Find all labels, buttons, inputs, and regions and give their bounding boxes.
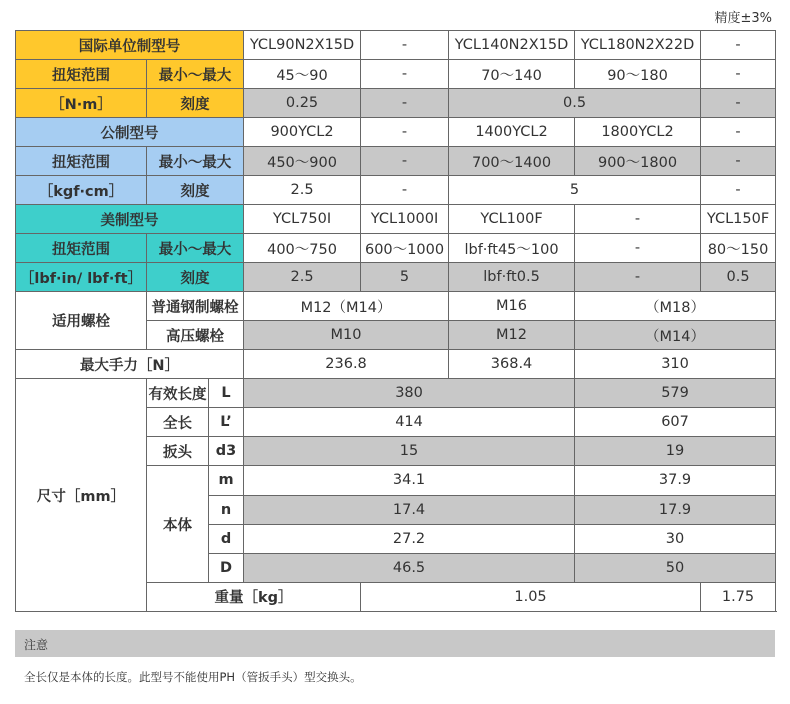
si-title: 国际单位制型号 bbox=[16, 31, 244, 60]
max-force-row bbox=[16, 350, 776, 379]
si-scale: - bbox=[701, 89, 776, 118]
max-force-label: 最大手力［N］ bbox=[16, 350, 244, 379]
imp-torque-label: 扭矩范围 bbox=[16, 234, 147, 263]
kgf-scale: 5 bbox=[449, 176, 701, 205]
head-symbol: d3 bbox=[209, 437, 244, 466]
imp-minmax: 400～750 bbox=[244, 234, 361, 263]
total-length-label: 全长 bbox=[147, 408, 209, 437]
si-scale-label: 刻度 bbox=[147, 89, 244, 118]
weight-label: 重量［kg］ bbox=[147, 582, 361, 611]
kgf-scale: - bbox=[701, 176, 776, 205]
si-model-row bbox=[16, 31, 776, 60]
si-scale: 0.5 bbox=[449, 89, 701, 118]
dimensions-label: 尺寸［mm］ bbox=[16, 379, 147, 611]
imp-scale-label: 刻度 bbox=[147, 263, 244, 292]
bolts-label: 适用螺栓 bbox=[16, 292, 147, 350]
note-text: 全长仅是本体的长度。此型号不能使用PH（管扳手头）型交换头。 bbox=[24, 670, 362, 684]
kgf-minmax: 450～900 bbox=[244, 147, 361, 176]
kgf-scale: 2.5 bbox=[244, 176, 361, 205]
imp-scale: 5 bbox=[361, 263, 449, 292]
accuracy-note: 精度±3% bbox=[714, 11, 772, 26]
d-value: 27.2 bbox=[244, 524, 575, 553]
kgf-minmax: 900～1800 bbox=[575, 147, 701, 176]
imp-unit: ［lbf·in/ lbf·ft］ bbox=[16, 263, 147, 292]
bolts-normal: （M18） bbox=[575, 292, 776, 321]
si-minmax-row bbox=[16, 60, 776, 89]
kgf-minmax: - bbox=[361, 147, 449, 176]
imp-model: YCL1000I bbox=[361, 205, 449, 234]
imp-minmax: 600～1000 bbox=[361, 234, 449, 263]
imp-scale: 2.5 bbox=[244, 263, 361, 292]
imp-scale: - bbox=[575, 263, 701, 292]
imp-model: YCL150F bbox=[701, 205, 776, 234]
d-symbol: d bbox=[209, 524, 244, 553]
kgf-scale-row bbox=[16, 176, 776, 205]
bolts-normal: M12（M14） bbox=[244, 292, 449, 321]
si-minmax: - bbox=[701, 60, 776, 89]
effective-length-value: 579 bbox=[575, 379, 776, 408]
n-value: 17.4 bbox=[244, 495, 575, 524]
imp-model: - bbox=[575, 205, 701, 234]
si-minmax: 90～180 bbox=[575, 60, 701, 89]
dim-effective-length-row bbox=[16, 379, 776, 408]
kgf-minmax-label: 最小～最大 bbox=[147, 147, 244, 176]
si-model: YCL180N2X22D bbox=[575, 31, 701, 60]
kgf-unit: ［kgf·cm］ bbox=[16, 176, 147, 205]
imp-scale-row bbox=[16, 263, 776, 292]
effective-length-value: 380 bbox=[244, 379, 575, 408]
m-symbol: m bbox=[209, 466, 244, 495]
bolts-normal-label: 普通钢制螺栓 bbox=[147, 292, 244, 321]
imp-model-row bbox=[16, 205, 776, 234]
kgf-torque-label: 扭矩范围 bbox=[16, 147, 147, 176]
si-scale-row bbox=[16, 89, 776, 118]
note-header bbox=[15, 630, 775, 657]
imp-minmax-label: 最小～最大 bbox=[147, 234, 244, 263]
bolts-normal-row bbox=[16, 292, 776, 321]
si-minmax: 70～140 bbox=[449, 60, 575, 89]
body-label: 本体 bbox=[147, 466, 209, 582]
si-minmax: 45～90 bbox=[244, 60, 361, 89]
weight-value: 1.05 bbox=[361, 582, 701, 611]
imp-minmax: - bbox=[575, 234, 701, 263]
kgf-minmax: - bbox=[701, 147, 776, 176]
max-force-value: 310 bbox=[575, 350, 776, 379]
n-value: 17.9 bbox=[575, 495, 776, 524]
effective-length-label: 有效长度 bbox=[147, 379, 209, 408]
si-model: - bbox=[701, 31, 776, 60]
imp-model: YCL100F bbox=[449, 205, 575, 234]
si-model: - bbox=[361, 31, 449, 60]
si-minmax: - bbox=[361, 60, 449, 89]
m-value: 34.1 bbox=[244, 466, 575, 495]
si-unit: ［N·m］ bbox=[16, 89, 147, 118]
kgf-model: 900YCL2 bbox=[244, 118, 361, 147]
head-label: 扳头 bbox=[147, 437, 209, 466]
kgf-model: - bbox=[701, 118, 776, 147]
bolts-high: M10 bbox=[244, 321, 449, 350]
kgf-model: - bbox=[361, 118, 449, 147]
si-model: YCL90N2X15D bbox=[244, 31, 361, 60]
imp-title: 美制型号 bbox=[16, 205, 244, 234]
d-value: 30 bbox=[575, 524, 776, 553]
imp-minmax-row bbox=[16, 234, 776, 263]
bolts-high: M12 bbox=[449, 321, 575, 350]
n-symbol: n bbox=[209, 495, 244, 524]
kgf-scale: - bbox=[361, 176, 449, 205]
total-length-value: 607 bbox=[575, 408, 776, 437]
kgf-model-row bbox=[16, 118, 776, 147]
imp-scale: lbf·ft0.5 bbox=[449, 263, 575, 292]
m-value: 37.9 bbox=[575, 466, 776, 495]
bolts-high: （M14） bbox=[575, 321, 776, 350]
bolts-normal: M16 bbox=[449, 292, 575, 321]
bolts-high-label: 高压螺栓 bbox=[147, 321, 244, 350]
imp-model: YCL750I bbox=[244, 205, 361, 234]
si-model: YCL140N2X15D bbox=[449, 31, 575, 60]
si-scale: 0.25 bbox=[244, 89, 361, 118]
kgf-model: 1400YCL2 bbox=[449, 118, 575, 147]
D-symbol: D bbox=[209, 553, 244, 582]
total-length-symbol: L’ bbox=[209, 408, 244, 437]
kgf-scale-label: 刻度 bbox=[147, 176, 244, 205]
head-value: 15 bbox=[244, 437, 575, 466]
max-force-value: 368.4 bbox=[449, 350, 575, 379]
si-scale: - bbox=[361, 89, 449, 118]
kgf-minmax: 700～1400 bbox=[449, 147, 575, 176]
weight-value: 1.75 bbox=[701, 582, 776, 611]
kgf-title: 公制型号 bbox=[16, 118, 244, 147]
imp-minmax: lbf·ft45～100 bbox=[449, 234, 575, 263]
kgf-model: 1800YCL2 bbox=[575, 118, 701, 147]
si-minmax-label: 最小～最大 bbox=[147, 60, 244, 89]
kgf-minmax-row bbox=[16, 147, 776, 176]
imp-minmax: 80～150 bbox=[701, 234, 776, 263]
spec-table bbox=[15, 30, 776, 612]
D-value: 46.5 bbox=[244, 553, 575, 582]
note-title: 注意 bbox=[24, 638, 49, 652]
imp-scale: 0.5 bbox=[701, 263, 776, 292]
head-value: 19 bbox=[575, 437, 776, 466]
si-torque-label: 扭矩范围 bbox=[16, 60, 147, 89]
max-force-value: 236.8 bbox=[244, 350, 449, 379]
effective-length-symbol: L bbox=[209, 379, 244, 408]
total-length-value: 414 bbox=[244, 408, 575, 437]
D-value: 50 bbox=[575, 553, 776, 582]
